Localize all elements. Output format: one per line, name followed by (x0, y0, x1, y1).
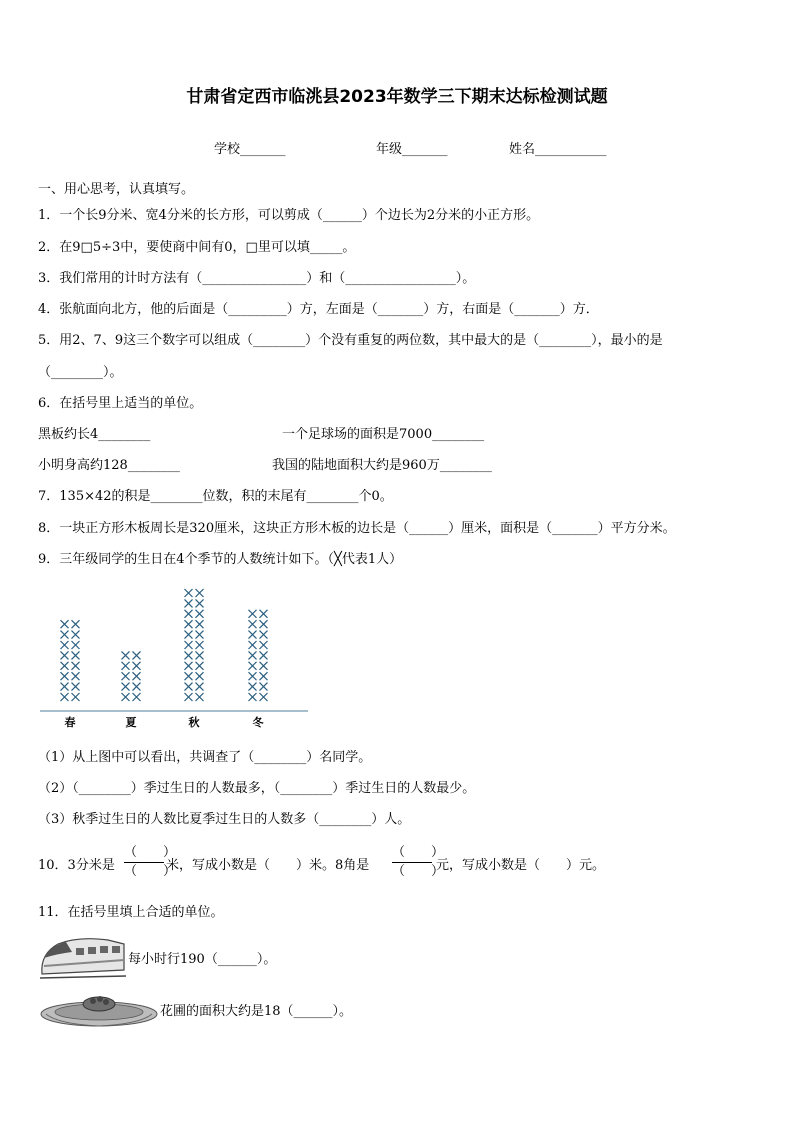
chart-marks (61, 589, 268, 701)
question-9: 9．三年级同学的生日在4个季节的人数统计如下。（╳代表1人） (38, 552, 403, 567)
q10-prefix: 10．3分米是 (38, 858, 115, 873)
question-5-cont: （________）。 (38, 365, 123, 380)
x-mark (260, 641, 268, 649)
x-mark (185, 631, 193, 639)
question-7: 7．135×42的积是________位数，积的末尾有________个0。 (38, 489, 393, 504)
fraction-bar (124, 862, 164, 863)
x-mark (196, 683, 204, 691)
x-mark (133, 672, 141, 680)
train-illustration (38, 934, 128, 982)
category-label: 秋 (188, 716, 200, 729)
x-mark (61, 672, 69, 680)
x-mark (185, 589, 193, 597)
x-mark (72, 662, 80, 670)
x-mark (185, 620, 193, 628)
x-mark (249, 672, 257, 680)
x-mark (260, 631, 268, 639)
q6-item: 黑板约长4________ (38, 427, 151, 442)
x-mark (72, 683, 80, 691)
x-mark (185, 683, 193, 691)
x-mark (185, 641, 193, 649)
category-label: 春 (64, 716, 76, 729)
x-mark (196, 589, 204, 597)
x-mark (122, 683, 130, 691)
x-mark (133, 662, 141, 670)
x-mark (185, 693, 193, 701)
x-mark (185, 662, 193, 670)
x-mark (196, 662, 204, 670)
section-heading: 一、用心思考，认真填写。 (38, 182, 195, 197)
x-mark (260, 610, 268, 618)
x-mark (72, 651, 80, 659)
question-2: 2．在9□5÷3中，要使商中间有0，□里可以填_____。 (38, 240, 356, 255)
fraction-denominator: （ ） (392, 864, 445, 879)
x-mark (185, 610, 193, 618)
x-mark (122, 651, 130, 659)
x-mark (196, 651, 204, 659)
q6-item: 小明身高约128________ (38, 458, 180, 473)
x-mark (72, 672, 80, 680)
question-4: 4．张航面向北方，他的后面是（_________）方，左面是（_______）方，右面是（_______）方． (38, 302, 599, 317)
x-mark (260, 620, 268, 628)
x-mark (260, 651, 268, 659)
fraction-numerator: （ ） (392, 845, 445, 860)
question-3: 3．我们常用的计时方法有（________________）和（_________________）。 (38, 271, 476, 286)
fraction-bar (392, 862, 432, 863)
x-mark (249, 683, 257, 691)
fraction-numerator: （ ） (124, 845, 177, 860)
x-mark (61, 651, 69, 659)
q9-sub-1: （1）从上图中可以看出，共调查了（________）名同学。 (38, 750, 372, 765)
x-mark (249, 662, 257, 670)
x-mark (122, 662, 130, 670)
school-field: 学校_______ (214, 142, 286, 157)
x-mark (122, 672, 130, 680)
x-mark (61, 620, 69, 628)
q10-suffix: 元，写成小数是（ ）元。 (436, 858, 606, 873)
q10-mid: 米，写成小数是（ ）米。8角是 (166, 858, 370, 873)
x-mark (133, 683, 141, 691)
question-11: 11．在括号里填上合适的单位。 (38, 905, 224, 920)
x-mark (249, 631, 257, 639)
x-mark (260, 672, 268, 680)
x-mark (133, 693, 141, 701)
grade-field: 年级_______ (376, 142, 448, 157)
x-mark (122, 693, 130, 701)
x-mark (249, 610, 257, 618)
x-mark (133, 651, 141, 659)
x-mark (196, 693, 204, 701)
x-mark (249, 693, 257, 701)
x-mark (196, 631, 204, 639)
x-mark (185, 651, 193, 659)
chart-labels (65, 715, 265, 729)
x-mark (185, 672, 193, 680)
category-label: 夏 (125, 716, 137, 729)
q11-item-1: 每小时行190（______）。 (128, 952, 277, 967)
q6-item: 我国的陆地面积大约是960万________ (272, 458, 492, 473)
x-mark (196, 672, 204, 680)
x-mark (72, 631, 80, 639)
q9-sub-2: （2）（________）季过生日的人数最多，（________）季过生日的人数最少。 (38, 781, 476, 796)
x-mark (196, 599, 204, 607)
fraction-1 (124, 845, 177, 879)
q6-item: 一个足球场的面积是7000________ (282, 427, 485, 442)
q11-item-2: 花圃的面积大约是18（______）。 (160, 1004, 353, 1019)
x-mark (61, 693, 69, 701)
name-field: 姓名___________ (509, 142, 607, 157)
fraction-2 (392, 845, 445, 879)
x-mark (61, 683, 69, 691)
x-mark (72, 693, 80, 701)
x-mark (260, 693, 268, 701)
question-8: 8．一块正方形木板周长是320厘米，这块正方形木板的边长是（______）厘米，面积是（_______）平方分米。 (38, 521, 676, 536)
x-mark (260, 683, 268, 691)
flowerbed-illustration (38, 990, 160, 1030)
x-mark (196, 620, 204, 628)
x-mark (196, 610, 204, 618)
x-mark (249, 620, 257, 628)
x-mark (61, 641, 69, 649)
x-mark (249, 641, 257, 649)
page-title: 甘肃省定西市临洮县2023年数学三下期末达标检测试题 (186, 87, 608, 107)
fraction-denominator: （ ） (124, 864, 177, 879)
x-mark (61, 662, 69, 670)
pictograph-chart (38, 580, 318, 730)
x-mark (260, 662, 268, 670)
category-label: 冬 (252, 716, 264, 729)
x-mark (249, 651, 257, 659)
question-1: 1．一个长9分米、宽4分米的长方形，可以剪成（______）个边长为2分米的小正方形。 (38, 208, 540, 223)
q9-sub-3: （3）秋季过生日的人数比夏季过生日的人数多（________）人。 (38, 812, 411, 827)
x-mark (196, 641, 204, 649)
x-mark (72, 620, 80, 628)
question-5: 5．用2、7、9这三个数字可以组成（________）个没有重复的两位数，其中最大的是（________），最小的是 (38, 333, 663, 348)
x-mark (72, 641, 80, 649)
x-mark (61, 631, 69, 639)
x-mark (185, 599, 193, 607)
question-6: 6．在括号里上适当的单位。 (38, 396, 203, 411)
